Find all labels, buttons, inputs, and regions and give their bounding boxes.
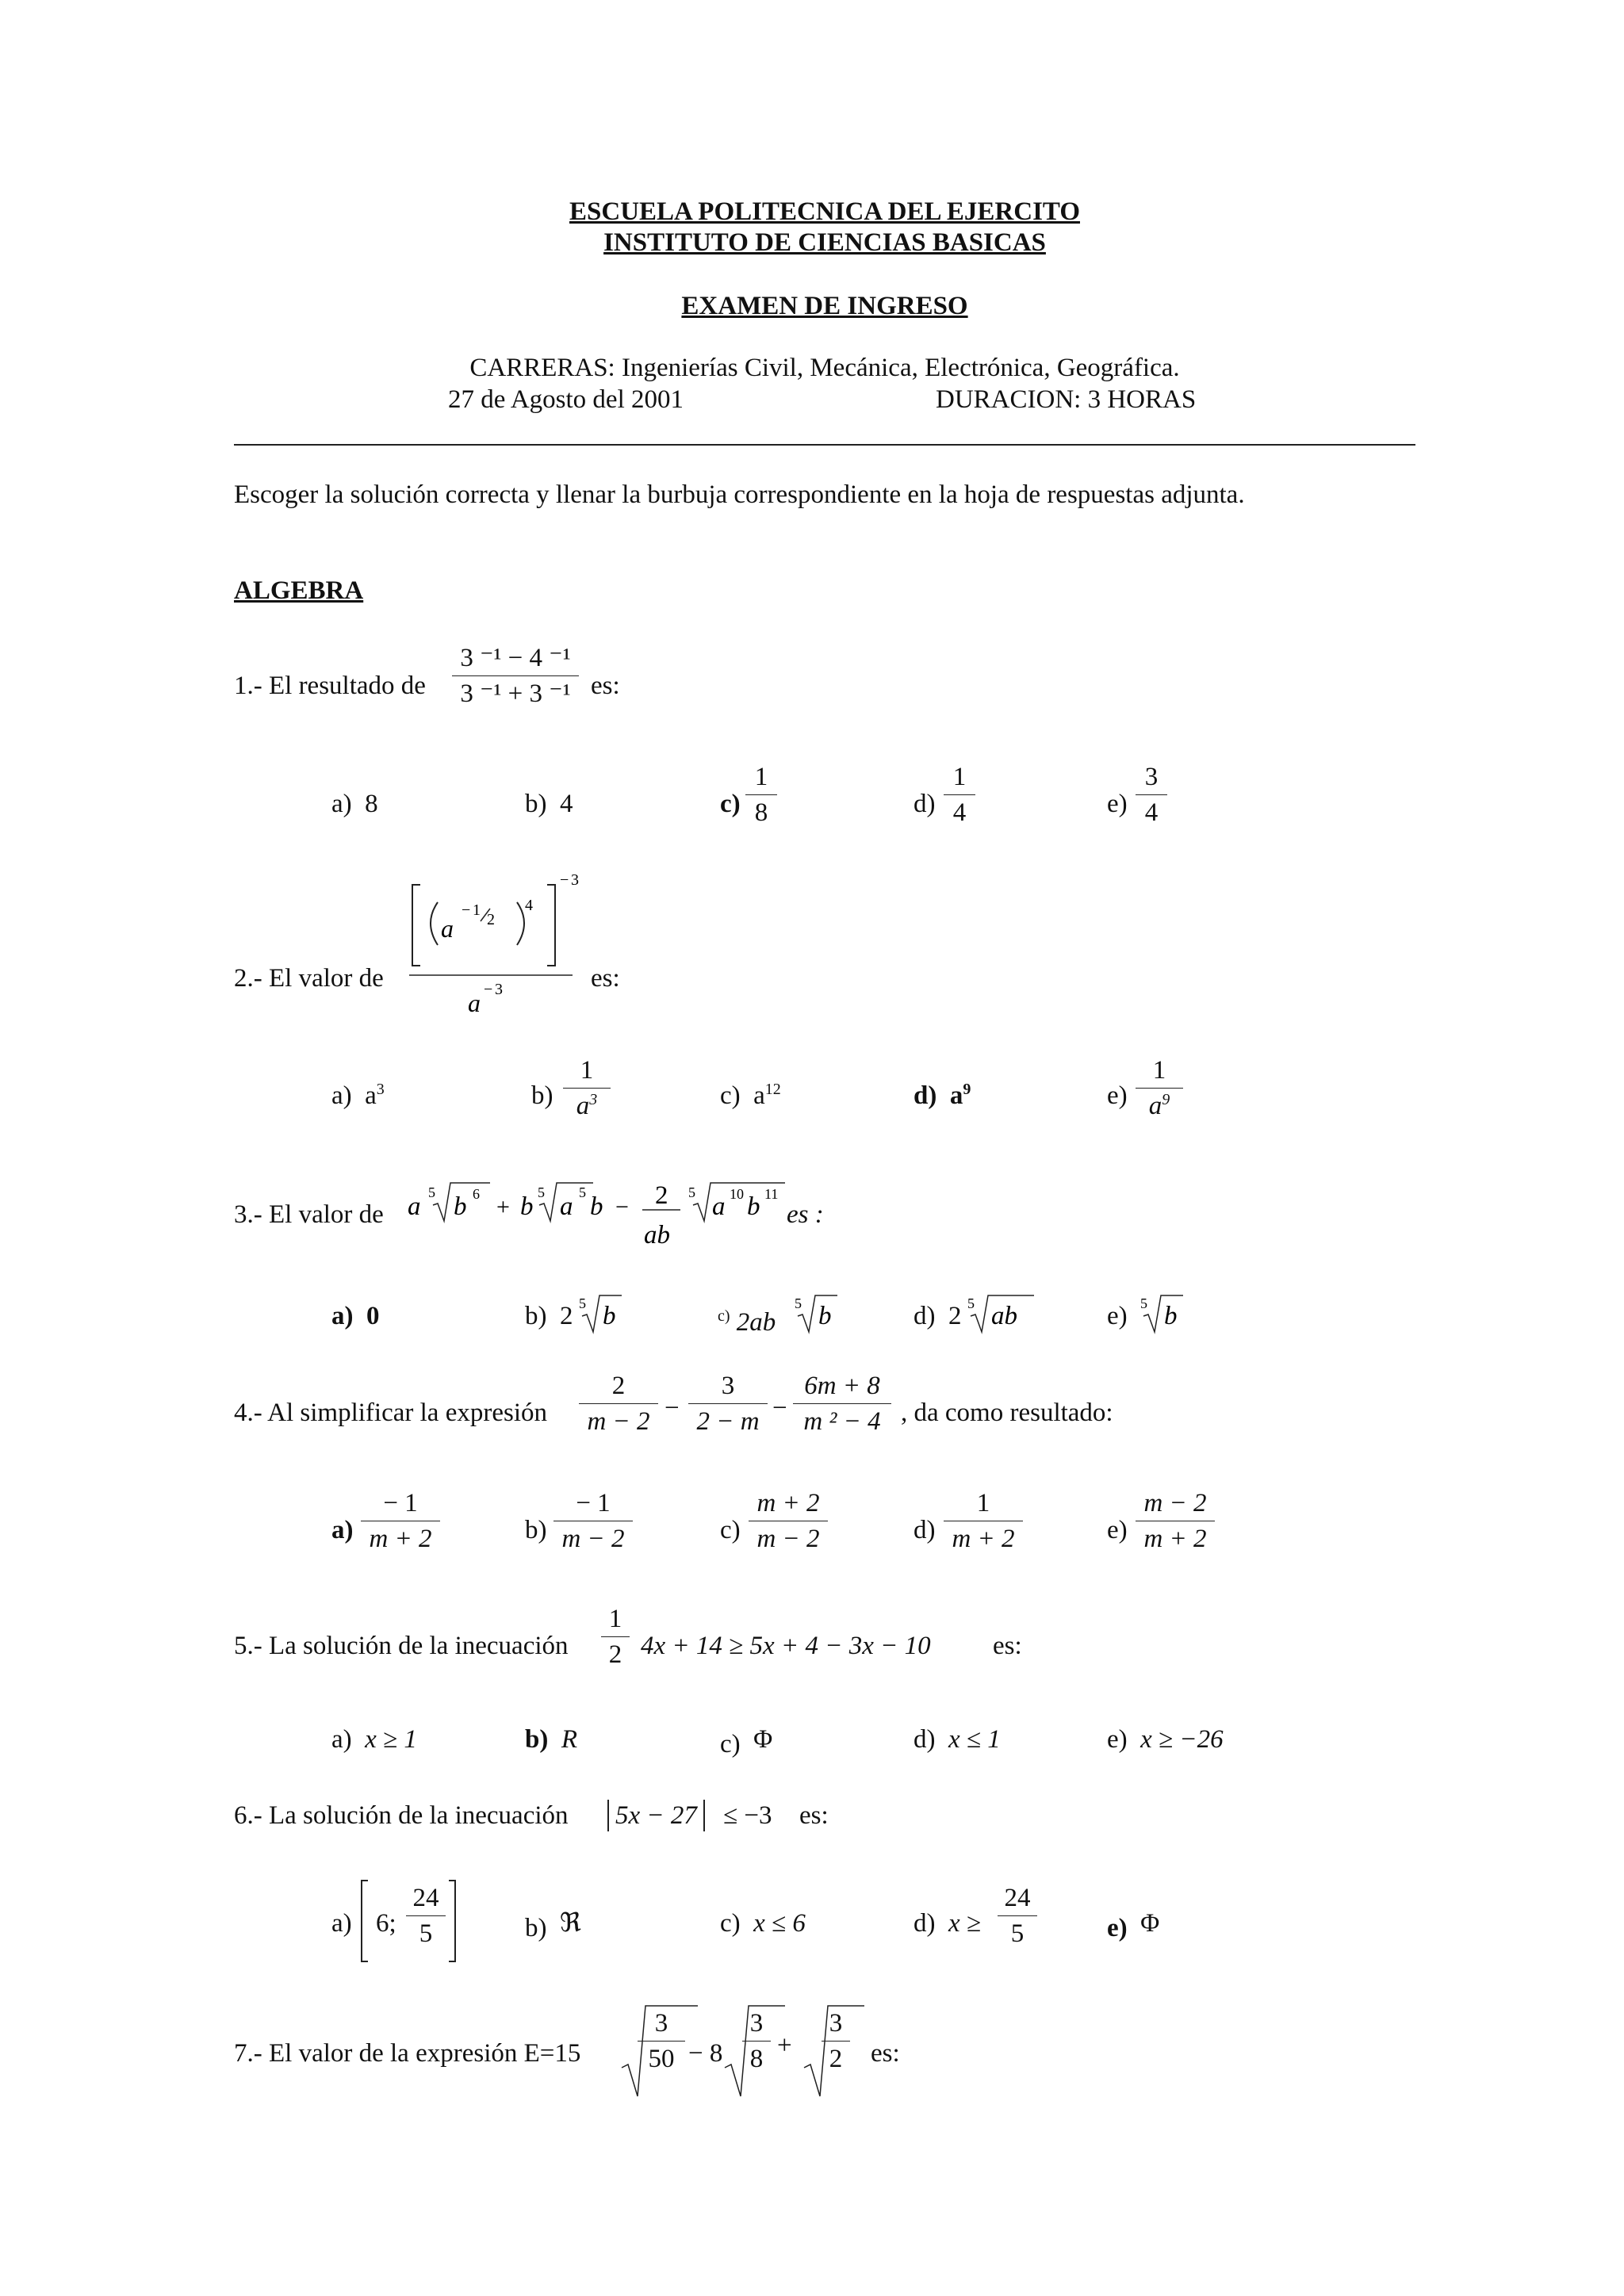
option-numerator: m − 2	[1143, 1489, 1207, 1517]
option-c[interactable]	[720, 1514, 741, 1546]
section-title: ALGEBRA	[234, 576, 364, 605]
question-prefix: 4.- Al simplificar la expresión	[234, 1399, 547, 1427]
option-label: a)	[331, 1081, 352, 1110]
radical-b	[577, 1292, 625, 1337]
option-d[interactable]	[914, 1300, 962, 1332]
term-1	[579, 1372, 658, 1436]
option-label: b)	[525, 1725, 549, 1754]
option-label: e)	[1107, 1302, 1128, 1330]
svg-text:b: b	[454, 1192, 467, 1221]
svg-text:5: 5	[688, 1184, 695, 1200]
svg-text:b: b	[590, 1192, 603, 1221]
option-label: d)	[914, 1302, 936, 1330]
svg-text:ab: ab	[644, 1221, 670, 1249]
minus-eight: − 8	[688, 2039, 723, 2068]
question-prefix: 6.- La solución de la inecuación	[234, 1801, 569, 1830]
option-value: R	[561, 1725, 578, 1754]
svg-text:b: b	[818, 1302, 832, 1330]
option-denominator: m + 2	[369, 1525, 432, 1553]
option-label: d)	[914, 1516, 936, 1544]
exam-title: EXAMEN DE INGRESO	[681, 292, 968, 320]
option-a[interactable]	[331, 1514, 354, 1546]
option-label: b)	[525, 1302, 547, 1330]
option-a[interactable]	[331, 1724, 417, 1755]
option-c[interactable]	[720, 1080, 781, 1112]
expression	[452, 644, 579, 708]
svg-text:11: 11	[764, 1186, 779, 1202]
question-suffix: es:	[871, 2039, 900, 2068]
option-numerator: − 1	[576, 1489, 611, 1517]
svg-text:2: 2	[487, 911, 495, 928]
option-denominator: 4	[952, 798, 967, 827]
interval-end-fraction	[406, 1884, 446, 1948]
option-base: a	[365, 1081, 377, 1110]
option-numerator: 1	[952, 763, 967, 791]
option-d-fraction	[998, 1884, 1037, 1948]
question-prefix: 2.- El valor de	[234, 964, 384, 993]
svg-text:a: a	[560, 1192, 573, 1221]
option-e-fraction	[1136, 1489, 1215, 1553]
option-value: 0	[366, 1302, 380, 1330]
term-denominator: 2 − m	[696, 1407, 760, 1436]
option-d[interactable]	[914, 1514, 936, 1546]
svg-text:−: −	[484, 981, 493, 998]
option-b[interactable]	[525, 1724, 577, 1755]
radical-b	[1139, 1292, 1186, 1337]
fraction-bar	[793, 1403, 891, 1404]
option-label: a)	[331, 1725, 352, 1754]
option-label: e)	[1107, 1516, 1128, 1544]
option-label: b)	[525, 790, 547, 818]
exam-duration: DURACION: 3 HORAS	[936, 385, 1197, 414]
instructions: Escoger la solución correcta y llenar la burbuja correspondiente en la hoja de respuestas adjunta.	[234, 480, 1245, 509]
question-suffix: , da como resultado:	[901, 1399, 1113, 1427]
svg-text:3: 3	[495, 981, 503, 998]
svg-text:10: 10	[730, 1186, 744, 1202]
term-2	[688, 1372, 768, 1436]
option-exponent: 9	[963, 1081, 971, 1098]
option-b[interactable]	[525, 788, 573, 820]
term-numerator: 2	[611, 1372, 626, 1400]
option-label: d)	[914, 1909, 936, 1938]
nested-exponent-expression	[404, 872, 587, 1031]
svg-text:b: b	[747, 1192, 760, 1221]
option-value: x ≤ 1	[948, 1725, 1001, 1754]
question-prefix: 5.- La solución de la inecuación	[234, 1632, 569, 1660]
option-label: b)	[531, 1081, 553, 1110]
school-name: ESCUELA POLITECNICA DEL EJERCITO	[569, 197, 1080, 226]
option-label: c)	[720, 790, 741, 818]
option-base: a	[949, 1081, 963, 1110]
option-e[interactable]	[1107, 1080, 1128, 1112]
question-suffix: es :	[787, 1200, 824, 1229]
interval-start: 6;	[376, 1909, 396, 1938]
fraction-bar	[601, 1636, 630, 1637]
option-d[interactable]	[914, 1724, 1001, 1755]
fraction-bar	[1136, 1088, 1183, 1089]
option-numerator: 24	[1004, 1884, 1031, 1912]
svg-text:b: b	[603, 1302, 616, 1330]
option-e-fraction	[1136, 763, 1167, 827]
svg-text:6: 6	[473, 1186, 480, 1202]
option-c[interactable]	[720, 1724, 772, 1760]
term-numerator: 6m + 8	[804, 1372, 880, 1400]
option-value: 2	[560, 1302, 573, 1330]
option-a-fraction	[361, 1489, 440, 1553]
option-c[interactable]	[718, 1300, 776, 1338]
question-suffix: es:	[591, 672, 620, 700]
option-label: a)	[331, 1516, 354, 1544]
svg-text:+: +	[496, 1194, 510, 1220]
question-prefix: 1.- El resultado de	[234, 672, 426, 700]
fraction-bar	[745, 794, 777, 795]
option-value: x ≥ 1	[365, 1725, 417, 1754]
option-label: b)	[525, 1516, 547, 1544]
institute-name: INSTITUTO DE CIENCIAS BASICAS	[603, 228, 1046, 257]
option-numerator: 1	[1152, 1056, 1166, 1085]
option-a[interactable]	[331, 788, 378, 820]
fraction-bar	[579, 1403, 658, 1404]
option-denominator: 5	[419, 1919, 433, 1948]
option-a[interactable]	[331, 1908, 352, 1939]
option-d[interactable]	[914, 1908, 981, 1939]
option-d[interactable]	[914, 788, 936, 820]
question-suffix: es:	[591, 964, 620, 993]
option-exponent: 12	[764, 1081, 781, 1098]
header-divider	[234, 444, 1415, 446]
half-fraction	[601, 1605, 630, 1669]
option-a[interactable]	[331, 1300, 380, 1332]
inequality-expression: 4x + 14 ≥ 5x + 4 − 3x − 10	[641, 1632, 931, 1660]
option-d-fraction	[944, 763, 975, 827]
option-b[interactable]	[525, 1514, 547, 1546]
option-e[interactable]	[1107, 1300, 1128, 1332]
option-value: x ≥ −26	[1140, 1725, 1224, 1754]
svg-text:5: 5	[428, 1184, 435, 1200]
term-3	[793, 1372, 891, 1436]
radical-b	[793, 1292, 841, 1337]
option-label: c)	[720, 1909, 741, 1938]
option-denominator: $a^9$	[1148, 1091, 1170, 1120]
radical-expression	[403, 1172, 831, 1259]
option-denominator: m − 2	[756, 1525, 820, 1553]
svg-text:4: 4	[525, 897, 533, 914]
exam-date: 27 de Agosto del 2001	[448, 385, 684, 414]
plus-sign: +	[777, 2031, 792, 2060]
option-label: e)	[1107, 1725, 1128, 1754]
inequality-rhs: ≤ −3	[723, 1801, 772, 1830]
option-label: e)	[1107, 790, 1128, 818]
option-b[interactable]	[525, 1908, 581, 1944]
option-b[interactable]	[531, 1080, 553, 1112]
svg-text:5: 5	[1140, 1295, 1147, 1311]
term-3-fraction	[822, 2009, 850, 2073]
absolute-value-expression	[607, 1800, 705, 1831]
option-denominator: 8	[754, 798, 768, 827]
option-c[interactable]	[720, 1908, 806, 1939]
fraction-bar	[944, 794, 975, 795]
svg-text:b: b	[1164, 1302, 1178, 1330]
option-numerator: m + 2	[756, 1489, 820, 1517]
option-label: d)	[914, 790, 936, 818]
fraction-bar	[563, 1088, 611, 1089]
term-denominator: 8	[749, 2045, 764, 2073]
fraction-bar	[822, 2041, 850, 2042]
option-base: a	[753, 1081, 765, 1110]
minus-sign: −	[772, 1394, 787, 1422]
denominator: 2	[608, 1640, 622, 1669]
question-prefix: 3.- El valor de	[234, 1200, 384, 1229]
option-numerator: 1	[976, 1489, 990, 1517]
svg-text:a: a	[408, 1192, 421, 1221]
option-value: Φ	[753, 1725, 773, 1754]
svg-text:5: 5	[579, 1184, 586, 1200]
option-d[interactable]	[914, 1080, 971, 1112]
option-b-fraction	[553, 1489, 633, 1553]
term-1-fraction	[638, 2009, 685, 2073]
option-value: ℜ	[560, 1909, 581, 1938]
option-numerator: − 1	[383, 1489, 418, 1517]
option-label: b)	[525, 1914, 547, 1942]
option-label: c)	[720, 1730, 741, 1758]
option-label: e)	[1107, 1081, 1128, 1110]
option-a[interactable]	[331, 1080, 385, 1112]
term-denominator: 50	[648, 2045, 675, 2073]
option-denominator: m + 2	[1143, 1525, 1207, 1553]
term-2-fraction	[742, 2009, 771, 2073]
term-numerator: 3	[749, 2009, 764, 2038]
svg-text:ab: ab	[991, 1302, 1017, 1330]
option-value: Φ	[1140, 1909, 1160, 1938]
svg-text:−: −	[462, 901, 471, 919]
svg-text:a: a	[468, 989, 481, 1017]
option-value: x ≤ 6	[753, 1909, 806, 1938]
option-denominator: m − 2	[561, 1525, 625, 1553]
fraction-bar	[998, 1915, 1037, 1916]
question-suffix: es:	[993, 1632, 1022, 1660]
option-c-fraction	[749, 1489, 828, 1553]
svg-text:5: 5	[579, 1295, 586, 1311]
svg-text:a: a	[712, 1192, 726, 1221]
option-denominator: m + 2	[952, 1525, 1015, 1553]
fraction-bar	[1136, 794, 1167, 795]
option-value: x ≥	[948, 1909, 982, 1938]
option-denominator: $a^3$	[576, 1091, 598, 1120]
option-label: c)	[720, 1081, 741, 1110]
option-numerator: 24	[412, 1884, 439, 1912]
fraction-bar	[688, 1403, 768, 1404]
option-numerator: 1	[754, 763, 768, 791]
option-label: a)	[331, 1302, 354, 1330]
option-e[interactable]	[1107, 1514, 1128, 1546]
option-value: 2ab	[736, 1308, 776, 1337]
careers-line: CARRERAS: Ingenierías Civil, Mecánica, Electrónica, Geográfica.	[469, 354, 1180, 382]
fraction-bar	[742, 2041, 771, 2042]
option-label: d)	[914, 1725, 936, 1754]
term-numerator: 3	[721, 1372, 735, 1400]
minus-sign: −	[665, 1394, 680, 1422]
svg-text:5: 5	[538, 1184, 545, 1200]
option-label: e)	[1107, 1914, 1128, 1942]
expression-numerator: 3 ⁻¹ − 4 ⁻¹	[460, 644, 571, 672]
svg-text:a: a	[441, 914, 454, 943]
fraction-bar	[638, 2041, 685, 2042]
radical-ab	[966, 1292, 1037, 1337]
svg-text:−: −	[615, 1194, 629, 1220]
fraction-bar	[452, 675, 579, 676]
option-label: c)	[720, 1516, 741, 1544]
question-prefix: 7.- El valor de la expresión E=15	[234, 2039, 581, 2068]
term-numerator: 3	[829, 2009, 843, 2038]
svg-text:5: 5	[967, 1295, 975, 1311]
option-value: 4	[560, 790, 573, 818]
numerator: 1	[608, 1605, 622, 1633]
svg-text:3: 3	[571, 872, 579, 889]
svg-text:1: 1	[473, 901, 481, 919]
term-denominator: 2	[829, 2045, 843, 2073]
option-c[interactable]	[720, 788, 741, 820]
fraction-bar	[406, 1915, 446, 1916]
option-label: a)	[331, 790, 352, 818]
option-e[interactable]	[1107, 1724, 1224, 1755]
question-suffix: es:	[799, 1801, 829, 1830]
option-d-fraction	[944, 1489, 1023, 1553]
option-label: c)	[718, 1307, 730, 1325]
term-denominator: m ² − 4	[803, 1407, 881, 1436]
option-denominator: 5	[1010, 1919, 1025, 1948]
option-numerator: 3	[1144, 763, 1159, 791]
svg-text:−: −	[560, 872, 569, 889]
expression-denominator: 3 ⁻¹ + 3 ⁻¹	[460, 679, 571, 708]
absolute-value-content: 5x − 27	[615, 1801, 697, 1830]
option-numerator: 1	[580, 1056, 594, 1085]
term-denominator: m − 2	[587, 1407, 650, 1436]
option-label: a)	[331, 1909, 352, 1938]
svg-text:2: 2	[655, 1181, 668, 1210]
option-b-fraction	[563, 1056, 611, 1120]
option-denominator: 4	[1144, 798, 1159, 827]
option-c-fraction	[745, 763, 777, 827]
svg-text:5: 5	[795, 1295, 802, 1311]
option-e[interactable]	[1107, 1908, 1159, 1944]
option-exponent: 3	[376, 1081, 385, 1098]
option-value: 2	[948, 1302, 962, 1330]
option-e-fraction	[1136, 1056, 1183, 1120]
option-value: 8	[365, 790, 378, 818]
option-label: d)	[914, 1081, 937, 1110]
svg-text:b: b	[520, 1192, 534, 1221]
term-numerator: 3	[654, 2009, 668, 2038]
option-b[interactable]	[525, 1300, 573, 1332]
option-e[interactable]	[1107, 788, 1128, 820]
